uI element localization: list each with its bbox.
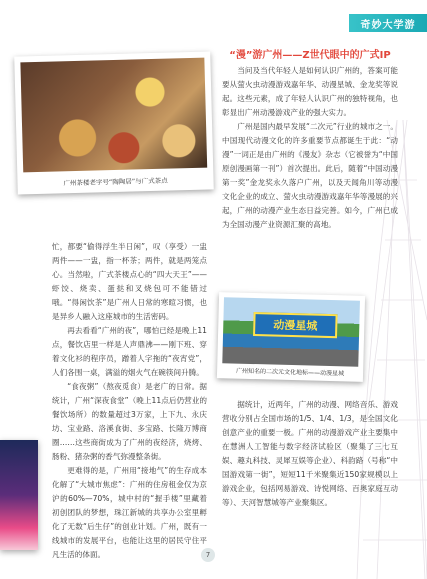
article-title: “漫”游广州——Z世代眼中的广式IP xyxy=(229,50,391,61)
paragraph: “食夜粥”（熬夜觅食）是老广的日常。据统计，广州“深夜食堂”（晚上11点后仍营业的餐饮场所）的数量超过3万家，上下九、永庆坊、宝业路、洛溪食街、多宝路、长隆万博商圈……这些商街成为了广州的夜经济，烧烤、肠粉、猪杂粥的香气弥漫整条街。 xyxy=(52,382,207,461)
anime-city-image xyxy=(222,297,360,367)
dim-sum-image xyxy=(20,58,207,173)
teahouse-photo xyxy=(14,51,214,194)
night-city-photo xyxy=(0,440,38,550)
anime-city-sign: 动漫星城 xyxy=(253,312,338,338)
anime-city-photo-caption: 广州知名的二次元文化地标——动漫星城 xyxy=(235,367,345,378)
article-column-right-bottom xyxy=(222,398,398,510)
paragraph: 广州是国内最早发展“二次元”行业的城市之一。中国现代动漫文化的许多重要节点都诞生于此：“动漫”一词正是由广州的《漫友》杂志（它被誉为“中国原创漫画第一刊”）首次提出。此后，随着“中国动漫第一奖”金龙奖永久落户广州，以及天闻角川等动漫文化企业的成立、萤火虫动漫游戏嘉年华等漫展的兴起，广州的动漫产业生态日益完善。如今，广州已成为全国动漫产业资源汇聚的高地。 xyxy=(222,122,398,229)
teahouse-photo-caption: 广州茶楼老字号“陶陶居”与广式茶点 xyxy=(63,176,168,188)
paragraph: 当问及当代年轻人是如何认识广州的，答案可能要从萤火虫动漫游戏嘉年华、动漫星城、金龙奖等说起。这些元素，成了年轻人认识广州的独特视角，也彰显出广州动漫游戏产业的强大实力。 xyxy=(222,66,398,117)
paragraph: 忙，都要“偷得浮生半日闲”，叹（享受）一盅两件——一盅，指一杯茶；两件，就是两笼点心。当然啦，广式茶楼点心的“四大天王”——虾饺、烧卖、蛋挞和叉烧包可不能错过哦。“得闲饮茶”是广州人日常的寒暄习惯，也是异乡人融入这座城市的生活密码。 xyxy=(52,242,207,321)
paragraph: 据统计，近两年，广州的动漫、网络音乐、游戏营收分别占全国市场的1/5、1/4、1/3，是全国文化创意产业的重要一极。广州的动漫游戏产业主要集中在慧洲人工智能与数字经济试验区（聚集了三七互娱、趣丸科技、灵犀互娱等企业）、科韵路（号称“中国游戏第一街”，短短11千米聚集近150家规模以上游戏企业，包括网易游戏、诗悦网络、百奥家庭互动等）、天河智慧城等产业聚集区。 xyxy=(222,400,398,507)
article-column-right-top xyxy=(222,64,398,232)
paragraph: 再去看看“广州的夜”，哪怕已经是晚上11点，餐饮店里一样是人声鼎沸——刚下班、穿着文化衫的程序员，蹭着人字拖的“夜宵党”，人们各围一桌，满溢的烟火气在碗筷间升腾。 xyxy=(52,326,207,377)
paragraph: 更难得的是，广州用“接地气”的生存成本化解了“大城市焦虑”：广州的住房租金仅为京沪的60%—70%，城中村的“握手楼”里藏着初创团队的梦想，珠江新城的共享办公室里孵化了无数“后生仔”的创业计划。广州，既有一线城市的发展平台，也能让这里的居民守住平凡生活的体面。 xyxy=(52,466,207,559)
anime-city-photo xyxy=(217,292,365,382)
magazine-section-label: 奇妙大学游 xyxy=(349,14,427,32)
article-column-left xyxy=(52,240,207,562)
page-number: 7 xyxy=(201,548,215,562)
